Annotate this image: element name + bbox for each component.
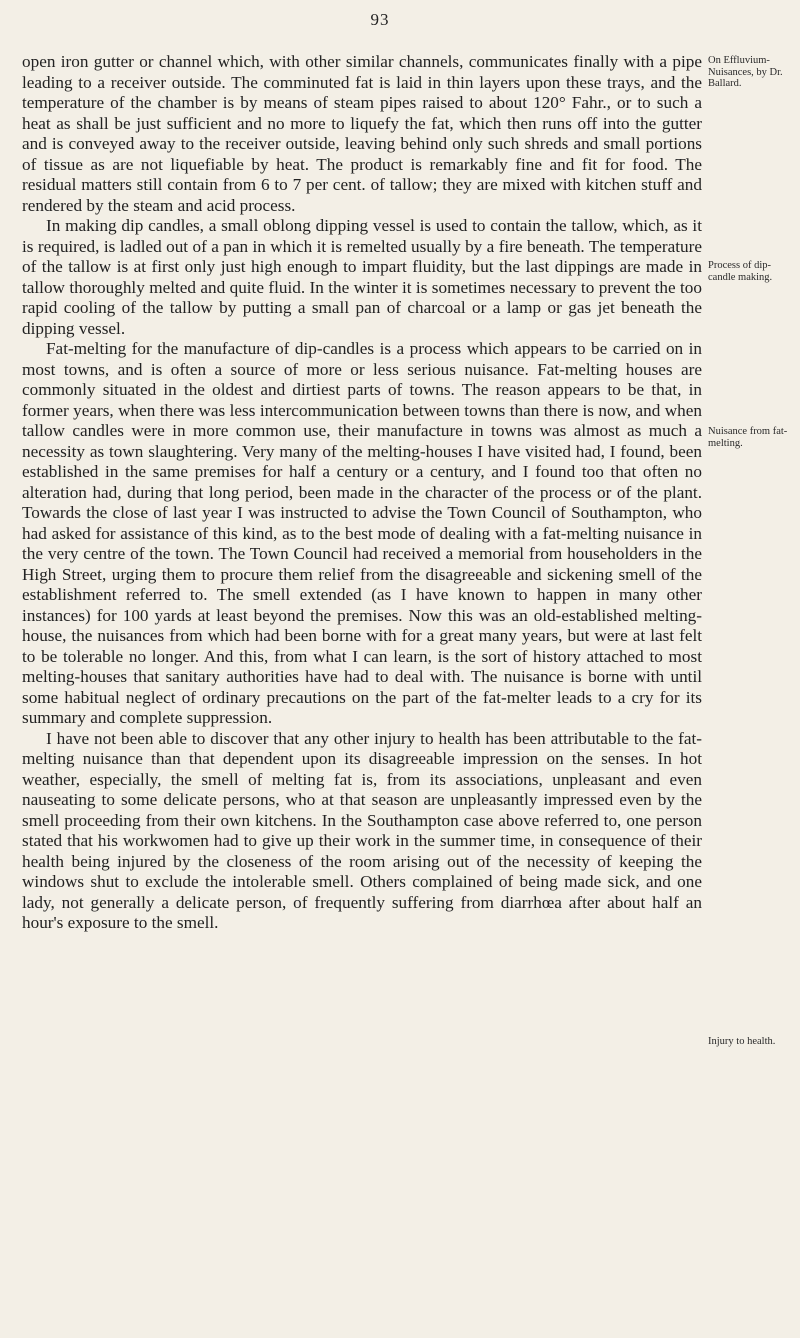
sidenote-effluvium: On Effluvium-Nuisances, by Dr. Ballard. bbox=[708, 55, 783, 89]
paragraph-dip-candles: In making dip candles, a small oblong dipping vessel is used to contain the tallow, which, as it is required, is ladled out of a pan in which it is remelted usually by a fire beneath. The temperature of the tallow is at first only just high enough to impart fluidity, but the last dippings are made in tallow thoroughly melted and quite fluid. In the winter it is sometimes necessary to prevent the too rapid cooling of the tallow by putting a small pan of charcoal or a lamp or gas jet beneath the dipping vessel. bbox=[22, 216, 702, 338]
page-number: 93 bbox=[370, 10, 390, 29]
sidenote-fat-melting: Nuisance from fat-melting. bbox=[708, 426, 788, 449]
sidenote-injury-health: Injury to health. bbox=[708, 1036, 776, 1047]
paragraph-fat-melting-nuisance: Fat-melting for the manufacture of dip-candles is a process which appears to be carried on in most towns, and is often a source of more or less serious nuisance. Fat-melting houses are commonly situated in the oldest and dirtiest parts of towns. The reason appears to be that, in former years, when there was less intercommunication between towns than there is now, and when tallow candles were in more common use, their manufacture in towns was almost as much a necessity as town slaughtering. Very many of the melting-houses I have visited had, I found, been established in the same premises for half a century or a century, and I found too that often no alteration had, during that long period, been made in the character of the process or of the plant. Towards the close of last year I was instructed to advise the Town Council of Southampton, who had asked for assistance of this kind, as to the best mode of dealing with a fat-melting nuisance in the very centre of the town. The Town Council had received a memorial from householders in the High Street, urging them to procure them relief from the disagreeable and sickening smell of the establishment referred to. The smell extended (as I have known to happen in many other instances) for 100 yards at least beyond the premises. Now this was an old-established melting-house, the nuisances from which had been borne with for a great many years, but were at last felt to be tolerable no longer. And this, from what I can learn, is the sort of history attached to most melting-houses that sanitary authorities have had to deal with. The nuisance is borne with until some habitual neglect of ordinary precautions on the part of the fat-melter leads to a cry for its summary and complete suppression. bbox=[22, 339, 702, 727]
paragraph-injury-to-health: I have not been able to discover that any other injury to health has been attributable to the fat-melting nuisance than that dependent upon its disagreeable impression on the senses. In hot weather, especially, the smell of melting fat is, from its associations, unpleasant and even nauseating to some delicate persons, who at that season are unpleasantly impressed even by the smell proceeding from their own kitchens. In the Southampton case above referred to, one person stated that his workwomen had to give up their work in the summer time, in consequence of their health being injured by the closeness of the room arising out of the necessity of keeping the windows shut to exclude the intolerable smell. Others complained of being made sick, and one lady, not generally a delicate person, of frequently suffering from diarrhœa after about half an hour's exposure to the smell. bbox=[22, 728, 702, 932]
paragraph-fat-rendering: open iron gutter or channel which, with other similar channels, communicates finally with a pipe leading to a receiver outside. The comminuted fat is laid in thin layers upon these trays, and the temperature of the chamber is by means of steam pipes raised to about 120° Fahr., or to such a heat as shall be just sufficient and no more to liquefy the fat, which then runs off into the gutter and is conveyed away to the receiver outside, leaving behind only such shreds and small portions of tissue as are not liquefiable by heat. The product is remarkably fine and fit for food. The residual matters still contain from 6 to 7 per cent. of tallow; they are mixed with kitchen stuff and rendered by the steam and acid process. bbox=[22, 52, 702, 215]
body-text bbox=[22, 52, 702, 934]
sidenote-dip-candle-process: Process of dip-candle making. bbox=[708, 260, 773, 283]
